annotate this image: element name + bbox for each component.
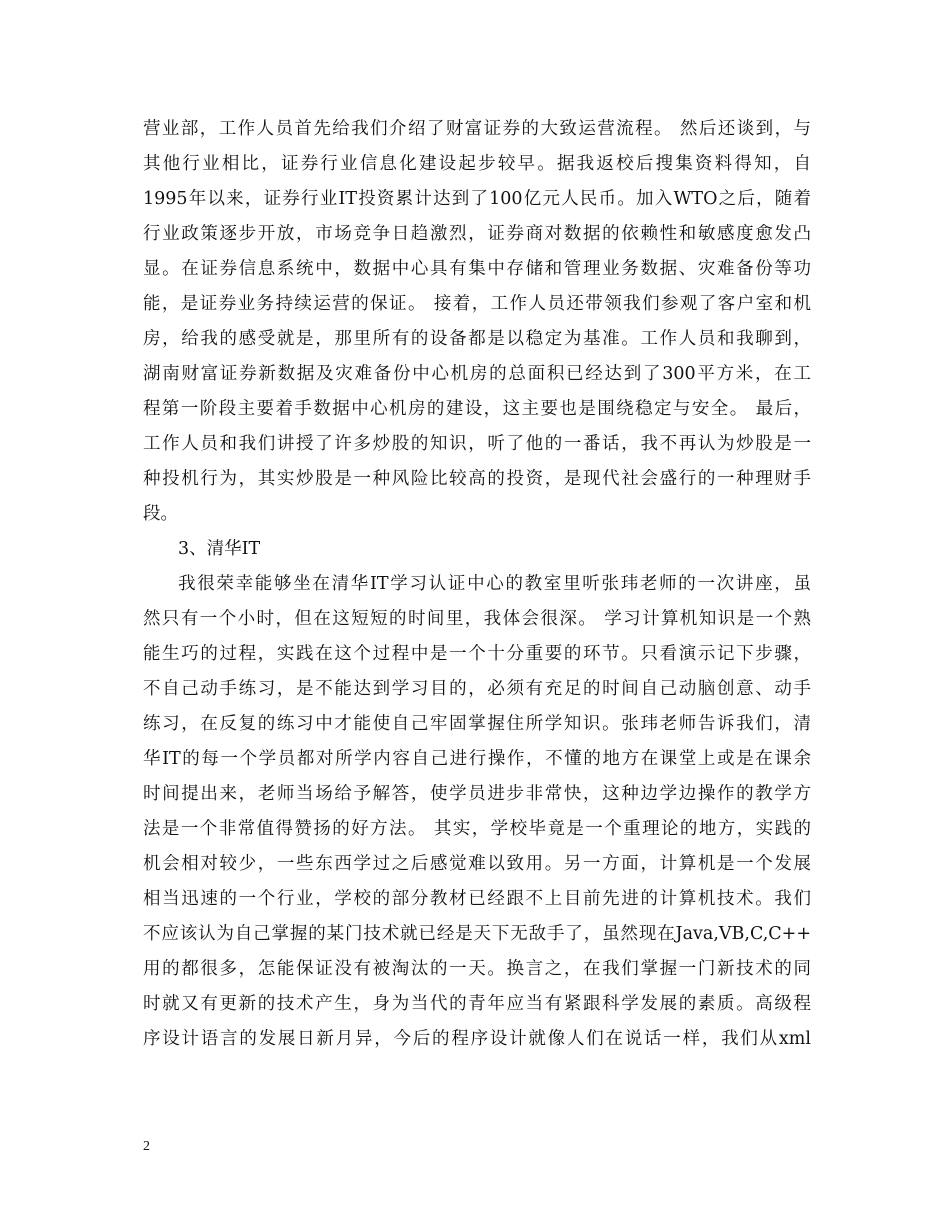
text-line: 时间提出来，老师当场给予解答，使学员进步非常快，这种边学边操作的教学方 — [143, 784, 811, 804]
text-line: 房，给我的感受就是，那里所有的设备都是以稳定为基准。工作人员和我聊到， — [143, 329, 811, 349]
text-line: 其他行业相比，证券行业信息化建设起步较早。据我返校后搜集资料得知，自 — [143, 154, 811, 174]
text-line: 3、清华IT — [178, 539, 261, 559]
text-line: 段。 — [143, 504, 178, 524]
text-line: 我很荣幸能够坐在清华IT学习认证中心的教室里听张玮老师的一次讲座，虽 — [178, 574, 811, 594]
text-line: 显。在证券信息系统中，数据中心具有集中存储和管理业务数据、灾难备份等功 — [143, 259, 811, 279]
text-line: 种投机行为，其实炒股是一种风险比较高的投资，是现代社会盛行的一种理财手 — [143, 469, 811, 489]
text-line: 法是一个非常值得赞扬的好方法。 其实，学校毕竟是一个重理论的地方，实践的 — [143, 819, 811, 839]
text-line: 不应该认为自己掌握的某门技术就已经是天下无敌手了，虽然现在Java,VB,C,C++ — [143, 924, 811, 944]
text-line: 不自己动手练习，是不能达到学习目的，必须有充足的时间自己动脑创意、动手 — [143, 679, 811, 699]
text-line: 时就又有更新的技术产生，身为当代的青年应当有紧跟科学发展的素质。高级程 — [143, 994, 811, 1014]
text-line: 然只有一个小时，但在这短短的时间里，我体会很深。 学习计算机知识是一个熟 — [143, 609, 811, 629]
text-line: 行业政策逐步开放，市场竞争日趋激烈，证券商对数据的依赖性和敏感度愈发凸 — [143, 224, 811, 244]
text-line: 机会相对较少，一些东西学过之后感觉难以致用。另一方面，计算机是一个发展 — [143, 854, 811, 874]
text-line: 1995年以来，证券行业IT投资累计达到了100亿元人民币。加入WTO之后，随着 — [143, 189, 811, 209]
text-line: 能生巧的过程，实践在这个过程中是一个十分重要的环节。只看演示记下步骤， — [143, 644, 811, 664]
text-line: 华IT的每一个学员都对所学内容自己进行操作，不懂的地方在课堂上或是在课余 — [143, 749, 811, 769]
text-line: 序设计语言的发展日新月异，今后的程序设计就像人们在说话一样，我们从xml — [143, 1029, 811, 1049]
text-line: 工作人员和我们讲授了许多炒股的知识，听了他的一番话，我不再认为炒股是一 — [143, 434, 811, 454]
text-line: 练习，在反复的练习中才能使自己牢固掌握住所学知识。张玮老师告诉我们，清 — [143, 714, 811, 734]
body-text — [143, 112, 811, 1057]
text-line: 相当迅速的一个行业，学校的部分教材已经跟不上目前先进的计算机技术。我们 — [143, 889, 811, 909]
text-line: 湖南财富证券新数据及灾难备份中心机房的总面积已经达到了300平方米，在工 — [143, 364, 811, 384]
text-line: 能，是证券业务持续运营的保证。 接着，工作人员还带领我们参观了客户室和机 — [143, 294, 811, 314]
text-line: 程第一阶段主要着手数据中心机房的建设，这主要也是围绕稳定与安全。 最后， — [143, 399, 811, 419]
text-line: 用的都很多，怎能保证没有被淘汰的一天。换言之，在我们掌握一门新技术的同 — [143, 959, 811, 979]
text-line: 营业部，工作人员首先给我们介绍了财富证券的大致运营流程。 然后还谈到，与 — [143, 119, 811, 139]
page-number: 2 — [143, 1139, 150, 1154]
